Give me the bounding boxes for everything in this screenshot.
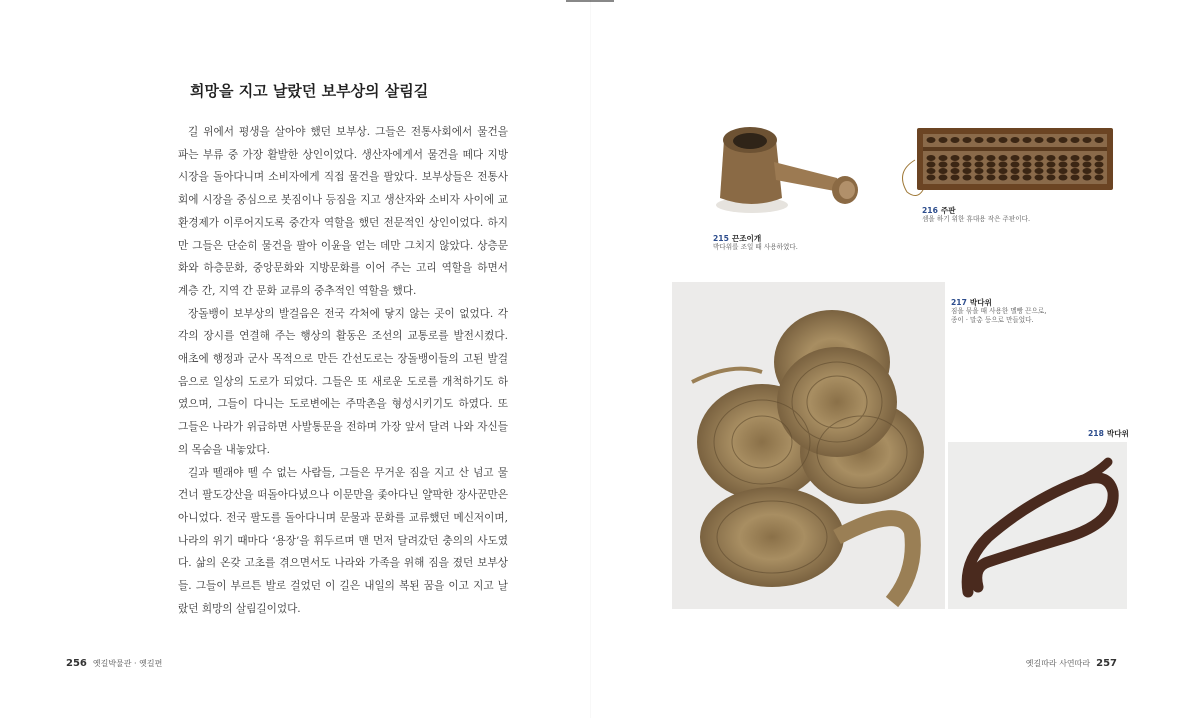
caption-215 (713, 234, 798, 252)
abacus-bead (987, 175, 996, 181)
abacus-bead (1083, 162, 1092, 168)
abacus-bead (1023, 162, 1032, 168)
abacus-bead (1023, 168, 1032, 174)
abacus-bead (975, 162, 984, 168)
photo-strap-tightener (712, 110, 872, 230)
abacus-bead (1059, 162, 1068, 168)
abacus-bead (1047, 155, 1056, 161)
abacus-bead (975, 168, 984, 174)
page-number-right: 257 (1096, 658, 1117, 669)
abacus-bead (987, 155, 996, 161)
abacus-bead (1011, 168, 1020, 174)
abacus-bead (963, 162, 972, 168)
caption-217 (951, 298, 1046, 325)
abacus-bead (927, 137, 936, 143)
abacus-bead (951, 162, 960, 168)
abacus-bead (951, 168, 960, 174)
abacus-bead (1035, 175, 1044, 181)
abacus-bead (1047, 137, 1056, 143)
page-number-left: 256 (66, 658, 87, 669)
caption-216 (922, 206, 1030, 224)
abacus-bead (987, 168, 996, 174)
right-folio (1020, 651, 1117, 670)
abacus-bead (1095, 168, 1104, 174)
abacus-bead (975, 155, 984, 161)
abacus-bead (999, 155, 1008, 161)
abacus-bead (1047, 175, 1056, 181)
paragraph-2: 장돌뱅이 보부상의 발걸음은 전국 각처에 닿지 않는 곳이 없었다. 각각의 장시를 연결해 주는 행상의 활동은 조선의 교통로를 발전시켰다. 애초에 행정과 군사 목적으로 만든 간선도로는 장돌뱅이들의 고된 발걸음으로 일상의 도로가 되었다. 그들은 또 새로운 도로를 개척하기도 하였으며, 그들이 다니는 도로변에는 주막촌을 형성시키기도 하였다. 또 그들은 나라가 위급하면 사발통문을 전하며 가장 앞서 달려 나와 자신들의 목숨을 내놓았다. (178, 307, 508, 456)
abacus-bead (1071, 162, 1080, 168)
abacus-bead (1035, 155, 1044, 161)
abacus-bead (963, 155, 972, 161)
abacus-bead (1059, 168, 1068, 174)
abacus-bead (1011, 137, 1020, 143)
abacus-bead (1083, 175, 1092, 181)
abacus-bead (939, 175, 948, 181)
abacus-bead (1023, 137, 1032, 143)
abacus-bead (999, 137, 1008, 143)
abacus-bead (1011, 175, 1020, 181)
caption-title: 박다위 (969, 298, 992, 307)
abacus-bead (927, 155, 936, 161)
abacus-bead (1071, 155, 1080, 161)
abacus-bead (951, 137, 960, 143)
abacus-bead (1071, 168, 1080, 174)
abacus-bead (927, 168, 936, 174)
abacus-bead (1083, 155, 1092, 161)
photo-abacus (893, 120, 1115, 200)
abacus-bead (963, 168, 972, 174)
abacus-bead (975, 175, 984, 181)
abacus-bead (1059, 137, 1068, 143)
abacus-bead (1059, 175, 1068, 181)
abacus-bead (927, 162, 936, 168)
abacus-bead (951, 155, 960, 161)
abacus-bead (1047, 168, 1056, 174)
paragraph-1: 길 위에서 평생을 살아야 했던 보부상. 그들은 전통사회에서 물건을 파는 부류 중 가장 활발한 상인이었다. 생산자에게서 물건을 떼다 지방 시장을 돌아다니며 소비자에게 직접 물건을 팔았다. 보부상들은 전통사회에 시장을 중심으로 봇짐이나 등짐을 지고 생산자와 소비자 사이에 교환경제가 이루어지도록 중간자 역할을 했던 전문적인 상인이었다. 하지만 그들은 단순히 물건을 팔아 이윤을 얻는 데만 그치지 않았다. 상층문화와 하층문화, 중앙문화와 지방문화를 이어 주는 고리 역할을 하면서 계층 간, 지역 간 문화 교류의 중추적인 역할을 했다. (178, 126, 508, 297)
abacus-bead (1095, 162, 1104, 168)
abacus-bead (1011, 162, 1020, 168)
abacus-bead (999, 162, 1008, 168)
abacus-bead (1035, 162, 1044, 168)
abacus-bead (975, 137, 984, 143)
abacus-bead (999, 175, 1008, 181)
page-gutter (590, 0, 591, 718)
abacus-bead (987, 137, 996, 143)
abacus-bead (939, 155, 948, 161)
abacus-bead (1035, 168, 1044, 174)
body-text (178, 121, 508, 620)
caption-number: 216 (922, 206, 938, 215)
abacus-bead (1095, 137, 1104, 143)
abacus-bead (939, 162, 948, 168)
caption-desc: 셈을 하기 위한 휴대용 작은 주판이다. (922, 215, 1031, 223)
abacus-bead (1071, 137, 1080, 143)
caption-number: 217 (951, 298, 967, 307)
abacus-bead (999, 168, 1008, 174)
caption-218 (1088, 429, 1129, 438)
abacus-bead (963, 175, 972, 181)
abacus-bead (1023, 175, 1032, 181)
abacus-bead (1011, 155, 1020, 161)
abacus-bead (1071, 175, 1080, 181)
abacus-bead (963, 137, 972, 143)
abacus-bead (1059, 155, 1068, 161)
section-name-left: 옛길박물관 · 옛길편 (92, 659, 163, 668)
abacus-bead (951, 175, 960, 181)
caption-number: 215 (713, 234, 729, 243)
abacus-bead (1047, 162, 1056, 168)
abacus-bead (939, 137, 948, 143)
caption-desc: 종이 · 말총 등으로 만들었다. (951, 316, 1034, 324)
caption-title: 박다위 (1106, 429, 1129, 438)
caption-number: 218 (1088, 429, 1104, 438)
photo-dark-strap (948, 442, 1127, 609)
paragraph-3: 길과 뗄래야 뗄 수 없는 사람들, 그들은 무거운 짐을 지고 산 넘고 물 건너 팔도강산을 떠돌아다녔으나 이문만을 좇아다닌 얄팍한 장사꾼만은 아니었다. 전국 팔도를 돌아다니며 문물과 문화를 교류했던 메신저이며, 나라의 위기 때마다 ‘용장’을 휘두르며 맨 먼저 달려갔던 충의의 사도였다. 삶의 온갖 고초를 겪으면서도 나라와 가족을 위해 짐을 졌던 보부상들. 그들이 부르튼 발로 걸었던 이 길은 내일의 복된 꿈을 이고 지고 날랐던 희망의 살림길이었다. (178, 466, 508, 615)
abacus-bead (1095, 175, 1104, 181)
section-name-right: 옛길따라 사연따라 (1025, 659, 1091, 668)
abacus-bead (939, 168, 948, 174)
page-title: 희망을 지고 날랐던 보부상의 살림길 (190, 82, 429, 100)
abacus-bead (1095, 155, 1104, 161)
abacus-bead (1023, 155, 1032, 161)
caption-desc: 짐을 묶을 때 사용한 멜빵 끈으로, (951, 307, 1047, 315)
photo-woven-straps (672, 282, 945, 609)
abacus-bead (1083, 137, 1092, 143)
abacus-bead (927, 175, 936, 181)
caption-title: 끈조이개 (731, 234, 762, 243)
abacus-bead (1083, 168, 1092, 174)
abacus-bead (1035, 137, 1044, 143)
left-folio (66, 651, 168, 670)
caption-title: 주판 (940, 206, 956, 215)
caption-desc: 박다위를 조일 때 사용하였다. (713, 243, 798, 251)
abacus-bead (987, 162, 996, 168)
